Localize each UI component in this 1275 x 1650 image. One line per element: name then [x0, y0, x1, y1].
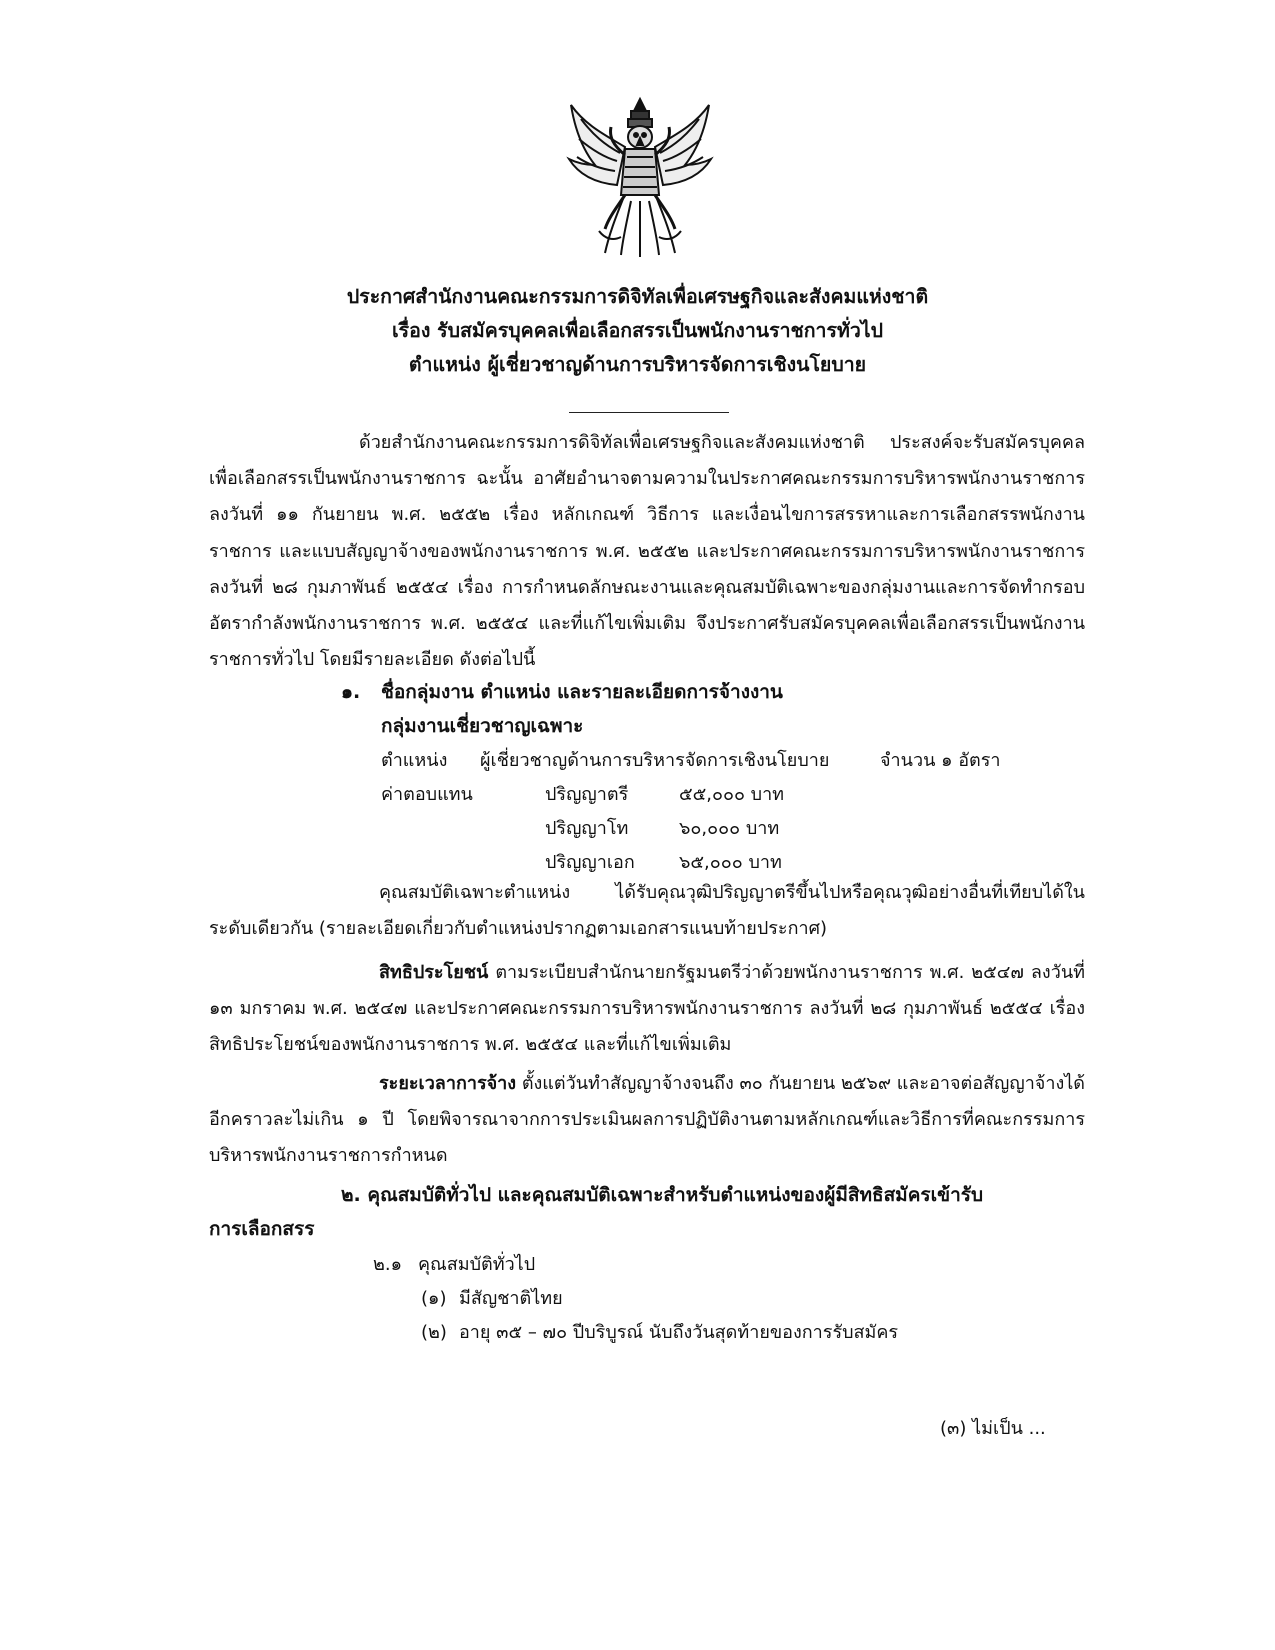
qualification-paragraph [209, 875, 1085, 947]
garuda-emblem-icon [565, 95, 715, 260]
pay-degree-master: ปริญญาโท [545, 818, 629, 839]
qualification-text: คุณสมบัติเฉพาะตำแหน่ง ได้รับคุณวุฒิปริญญาตรีขึ้นไปหรือคุณวุฒิอย่างอื่นที่เทียบได้ในระดับเดียวกัน (รายละเอียดเกี่ยวกับตำแหน่งปรากฏตามเอกสารแนบท้ายประกาศ) [209, 882, 1085, 940]
section-2-title-line-1: ๒. คุณสมบัติทั่วไป และคุณสมบัติเฉพาะสำหรับตำแหน่งของผู้มีสิทธิสมัครเข้ารับ [341, 1184, 984, 1206]
heading-line-3: ตำแหน่ง ผู้เชี่ยวชาญด้านการบริหารจัดการเชิงนโยบาย [408, 353, 867, 376]
pay-label: ค่าตอบแทน [381, 784, 473, 805]
continuation-marker: (๓) ไม่เป็น ... [940, 1418, 1046, 1439]
item-2-text: อายุ ๓๕ – ๗๐ ปีบริบูรณ์ นับถึงวันสุดท้ายของการรับสมัคร [459, 1322, 899, 1343]
item-2-number: (๒) [421, 1322, 447, 1343]
benefits-paragraph [209, 955, 1085, 1064]
job-group-title: กลุ่มงานเชี่ยวชาญเฉพาะ [381, 715, 584, 737]
pay-amount-bachelor: ๕๕,๐๐๐ บาท [679, 784, 785, 805]
employment-period-paragraph [209, 1066, 1085, 1175]
position-value: ผู้เชี่ยวชาญด้านการบริหารจัดการเชิงนโยบาย [480, 750, 830, 771]
pay-amount-master: ๖๐,๐๐๐ บาท [679, 818, 780, 839]
benefits-label: สิทธิประโยชน์ [379, 962, 489, 983]
heading-line-2: เรื่อง รับสมัครบุคคลเพื่อเลือกสรรเป็นพนักงานราชการทั่วไป [392, 319, 883, 342]
subsection-2-1-title: คุณสมบัติทั่วไป [418, 1254, 536, 1275]
employment-period-text: ตั้งแต่วันทำสัญญาจ้างจนถึง ๓๐ กันยายน ๒๕๖๙ และอาจต่อสัญญาจ้างได้อีกคราวละไม่เกิน ๑ ปี โดยพิจารณาจากการประเมินผลการปฏิบัติงานตามหลักเกณฑ์และวิธีการที่คณะกรรมการบริหารพนักงานราชการกำหนด [209, 1073, 1085, 1167]
section-1-title: ชื่อกลุ่มงาน ตำแหน่ง และรายละเอียดการจ้างงาน [381, 681, 783, 703]
section-2-title-line-2: การเลือกสรร [209, 1218, 315, 1240]
heading-line-1: ประกาศสำนักงานคณะกรรมการดิจิทัลเพื่อเศรษฐกิจและสังคมแห่งชาติ [346, 285, 929, 308]
pay-degree-doctorate: ปริญญาเอก [545, 852, 635, 873]
employment-period-label: ระยะเวลาการจ้าง [379, 1073, 517, 1094]
item-1-text: มีสัญชาติไทย [459, 1288, 563, 1309]
position-label: ตำแหน่ง [381, 750, 448, 771]
intro-text: ด้วยสำนักงานคณะกรรมการดิจิทัลเพื่อเศรษฐกิจและสังคมแห่งชาติ ประสงค์จะรับสมัครบุคคลเพื่อเลือกสรรเป็นพนักงานราชการ ฉะนั้น อาศัยอำนาจตามความในประกาศคณะกรรมการบริหารพนักงานราชการ ลงวันที่ ๑๑ กันยายน พ.ศ. ๒๕๕๒ เรื่อง หลักเกณฑ์ วิธีการ และเงื่อนไขการสรรหาและการเลือกสรรพนักงานราชการ และแบบสัญญาจ้างของพนักงานราชการ พ.ศ. ๒๕๕๒ และประกาศคณะกรรมการบริหารพนักงานราชการ ลงวันที่ ๒๘ กุมภาพันธ์ ๒๕๕๔ เรื่อง การกำหนดลักษณะงานและคุณสมบัติเฉพาะของกลุ่มงานและการจัดทำกรอบอัตรากำลังพนักงานราชการ พ.ศ. ๒๕๕๔ และที่แก้ไขเพิ่มเติม จึงประกาศรับสมัครบุคคลเพื่อเลือกสรรเป็นพนักงานราชการทั่วไป โดยมีรายละเอียด ดังต่อไปนี้ [209, 432, 1085, 671]
intro-paragraph [209, 425, 1085, 678]
pay-degree-bachelor: ปริญญาตรี [545, 784, 629, 805]
position-quota: จำนวน ๑ อัตรา [880, 750, 1001, 771]
subsection-2-1-number: ๒.๑ [373, 1254, 403, 1275]
item-1-number: (๑) [421, 1288, 447, 1309]
pay-amount-doctorate: ๖๕,๐๐๐ บาท [679, 852, 782, 873]
benefits-text: ตามระเบียบสำนักนายกรัฐมนตรีว่าด้วยพนักงานราชการ พ.ศ. ๒๕๔๗ ลงวันที่ ๑๓ มกราคม พ.ศ. ๒๕๔๗ และประกาศคณะกรรมการบริหารพนักงานราชการ ลงวันที่ ๒๘ กุมภาพันธ์ ๒๕๕๔ เรื่อง สิทธิประโยชน์ของพนักงานราชการ พ.ศ. ๒๕๕๔ และที่แก้ไขเพิ่มเติม [209, 962, 1085, 1056]
section-1-number: ๑. [341, 681, 361, 703]
heading-divider [569, 412, 729, 413]
